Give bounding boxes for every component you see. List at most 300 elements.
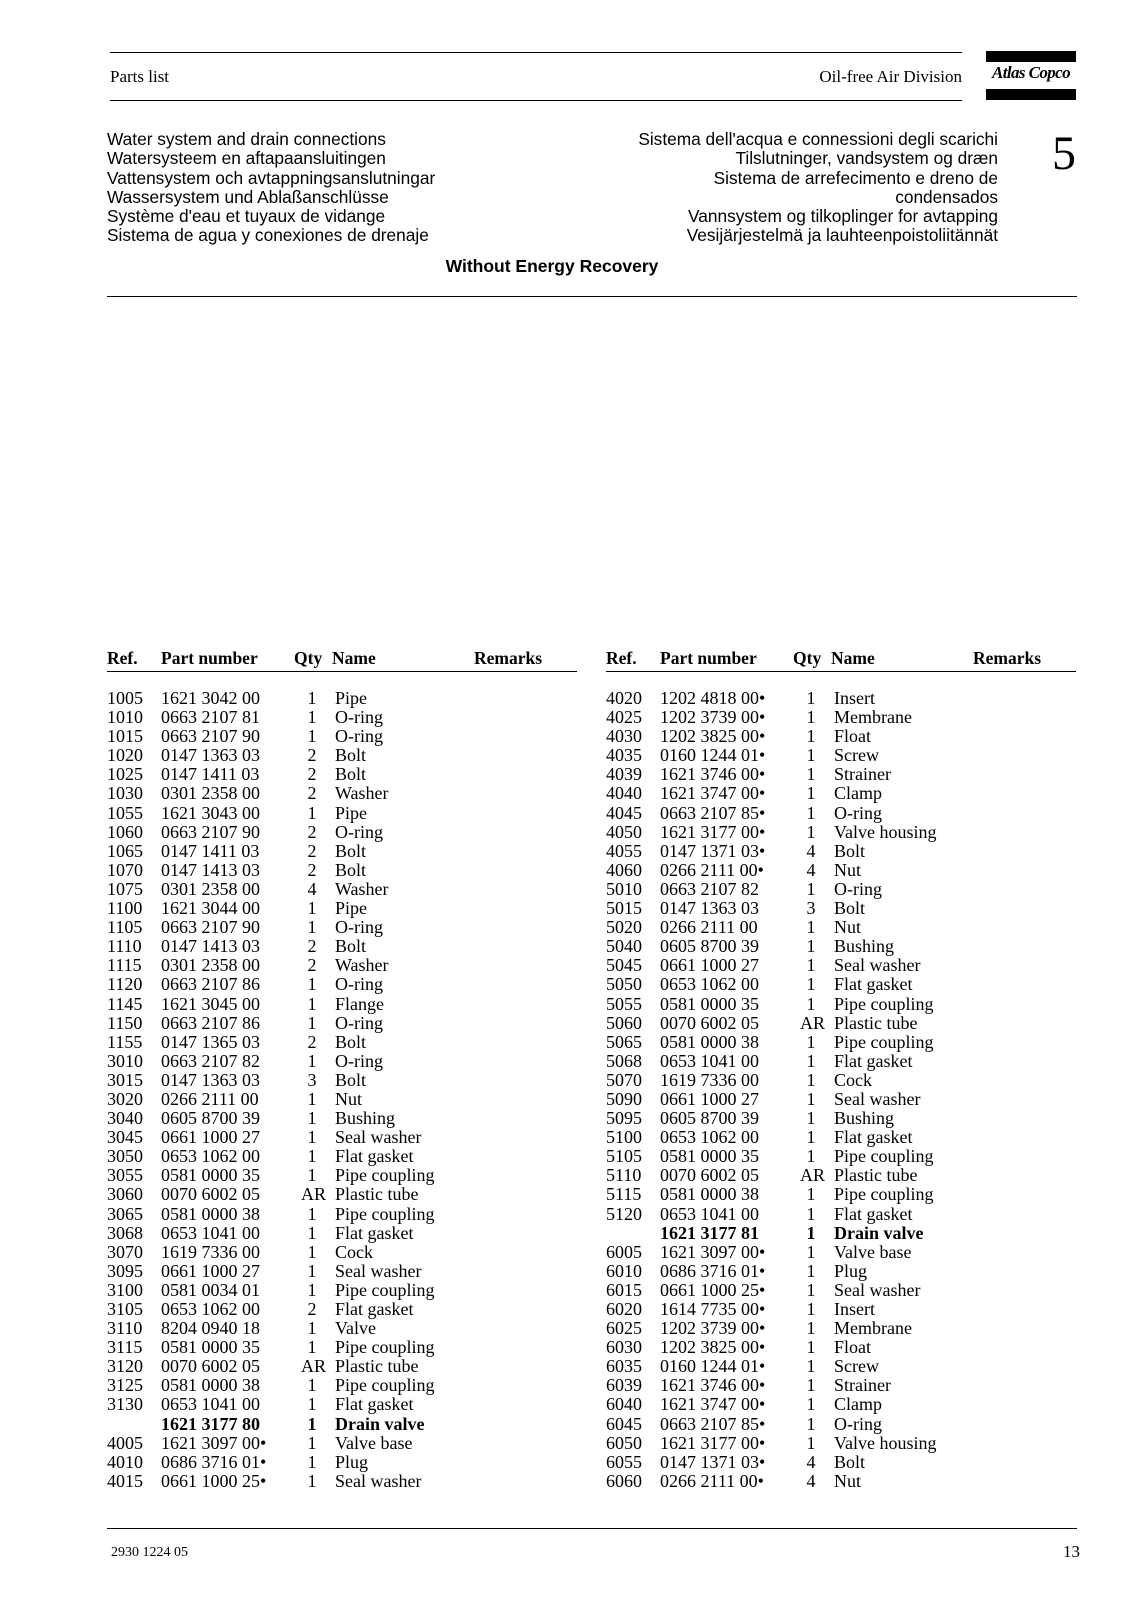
name-cell: Valve	[335, 1318, 376, 1339]
table-row	[107, 784, 577, 803]
table-row	[107, 861, 577, 880]
qty-cell: 1	[806, 1375, 816, 1396]
title-italian: Sistema dell'acqua e connessioni degli scarichi	[638, 129, 998, 149]
table-row	[606, 1376, 1076, 1395]
qty-cell: 1	[307, 1203, 317, 1224]
ref-cell: 3020	[107, 1088, 143, 1109]
qty-cell: 2	[307, 1031, 317, 1052]
qty-cell: 1	[307, 974, 317, 995]
table-row	[606, 1014, 1076, 1033]
name-cell: Float	[834, 726, 872, 747]
part-number-cell: 0301 2358 00	[161, 878, 260, 899]
table-rows	[606, 689, 1076, 1491]
part-number-cell: 0605 8700 39	[660, 936, 759, 957]
part-number-cell: 1621 3747 00•	[660, 783, 766, 804]
qty-cell: 1	[806, 783, 816, 804]
part-number-cell: 0266 2111 00	[161, 1088, 259, 1109]
table-row	[606, 765, 1076, 784]
ref-cell: 3060	[107, 1184, 143, 1205]
page-subtitle: Without Energy Recovery	[445, 256, 659, 276]
atlas-copco-logo	[986, 49, 1076, 100]
ref-cell: 1100	[107, 898, 143, 919]
table-row	[107, 937, 577, 956]
table-row	[107, 1052, 577, 1071]
name-cell: Valve base	[335, 1432, 413, 1453]
ref-cell: 5020	[606, 917, 642, 938]
name-cell: Seal washer	[335, 1260, 422, 1281]
title-french: Système d'eau et tuyaux de vidange	[107, 206, 386, 227]
ref-cell: 5095	[606, 1108, 642, 1129]
name-cell: Washer	[335, 955, 389, 976]
qty-cell: 1	[806, 821, 816, 842]
name-cell: Bolt	[834, 840, 866, 861]
name-cell: Seal washer	[335, 1470, 422, 1491]
table-row	[606, 1147, 1076, 1166]
name-cell: Float	[834, 1337, 872, 1358]
name-cell: Membrane	[834, 1318, 912, 1339]
name-cell: Flat gasket	[335, 1299, 414, 1319]
page-number: 13	[1063, 1542, 1080, 1561]
part-number-cell: 1621 3045 00	[161, 993, 260, 1014]
name-cell: Screw	[834, 1356, 879, 1377]
qty-cell: 1	[307, 1260, 317, 1281]
ref-cell: 5068	[606, 1050, 642, 1071]
name-cell: Bolt	[335, 859, 367, 880]
title-norwegian: Vannsystem og tilkoplinger for avtapping	[688, 206, 998, 227]
logo-top-bar	[986, 51, 1076, 62]
part-number-cell: 1202 3739 00•	[660, 1318, 766, 1339]
ref-cell: 1110	[107, 936, 142, 957]
qty-cell: 1	[307, 1432, 317, 1453]
ref-cell: 1115	[107, 955, 142, 976]
table-row	[107, 1300, 577, 1319]
ref-cell: 4050	[606, 821, 642, 842]
table-row	[606, 1281, 1076, 1300]
table-row	[107, 1185, 577, 1204]
ref-cell: 3065	[107, 1203, 143, 1224]
part-number-cell: 0663 2107 90	[161, 917, 260, 938]
qty-cell: 1	[806, 974, 816, 995]
table-header	[107, 648, 577, 670]
qty-cell: 2	[307, 764, 317, 785]
name-cell: Plastic tube	[335, 1356, 419, 1377]
part-number-cell: 0663 2107 90	[161, 726, 260, 747]
name-cell: Pipe coupling	[834, 1146, 934, 1167]
part-number-cell: 0653 1062 00	[161, 1146, 260, 1167]
col-remarks-header: Remarks	[973, 648, 1042, 668]
part-number-cell: 0070 6002 05	[161, 1356, 260, 1377]
title-dutch: Watersysteem en aftapaansluitingen	[107, 148, 386, 169]
table-row	[606, 1166, 1076, 1185]
table-row	[107, 804, 577, 823]
header-left-label: Parts list	[110, 67, 170, 86]
ref-cell: 5055	[606, 993, 642, 1014]
qty-cell: 3	[806, 898, 816, 919]
ref-cell: 4030	[606, 726, 642, 747]
table-row	[107, 727, 577, 746]
part-number-cell: 0653 1041 00	[161, 1394, 260, 1415]
name-cell: Seal washer	[834, 955, 921, 976]
name-cell: Bolt	[335, 764, 367, 785]
qty-cell: AR	[800, 1165, 826, 1186]
part-number-cell: 0147 1363 03	[161, 1069, 260, 1090]
part-number-cell: 1202 3825 00•	[660, 1337, 766, 1358]
ref-cell: 5060	[606, 1012, 642, 1033]
qty-cell: 1	[806, 1241, 816, 1262]
name-cell: O-ring	[335, 1012, 383, 1033]
part-number-cell: 0581 0000 35	[161, 1165, 260, 1186]
part-number-cell: 0661 1000 27	[161, 1127, 260, 1148]
header-right-label: Oil-free Air Division	[819, 67, 962, 86]
part-number-cell: 0160 1244 01•	[660, 1356, 766, 1377]
qty-cell: 1	[307, 802, 317, 823]
part-number-cell: 0147 1371 03•	[660, 1451, 766, 1472]
ref-cell: 1010	[107, 707, 143, 728]
ref-cell: 1015	[107, 726, 143, 747]
qty-cell: 1	[307, 1375, 317, 1396]
ref-cell: 4005	[107, 1432, 143, 1453]
name-cell: Bolt	[335, 936, 367, 957]
ref-cell: 5010	[606, 878, 642, 899]
name-cell: Drain valve	[335, 1413, 425, 1434]
name-cell: O-ring	[335, 917, 383, 938]
section-number: 5	[1052, 127, 1076, 180]
part-number-cell: 0301 2358 00	[161, 955, 260, 976]
qty-cell: AR	[301, 1184, 327, 1205]
name-cell: O-ring	[834, 1413, 882, 1434]
ref-cell: 1120	[107, 974, 143, 995]
table-header-rule	[606, 671, 1076, 672]
name-cell: O-ring	[834, 878, 882, 899]
ref-cell: 1005	[107, 688, 143, 708]
col-qty-header: Qty	[793, 648, 822, 668]
table-row	[606, 899, 1076, 918]
ref-cell: 3125	[107, 1375, 143, 1396]
part-number-cell: 0663 2107 81	[161, 707, 260, 728]
name-cell: Bolt	[834, 898, 866, 919]
part-number-cell: 0661 1000 25•	[161, 1470, 267, 1491]
table-row	[107, 1205, 577, 1224]
titles-right	[638, 130, 998, 246]
ref-cell: 6040	[606, 1394, 642, 1415]
name-cell: Seal washer	[834, 1279, 921, 1300]
part-number-cell: 0147 1413 03	[161, 936, 260, 957]
table-row	[107, 1224, 577, 1243]
name-cell: Flat gasket	[834, 1127, 913, 1148]
ref-cell: 4060	[606, 859, 642, 880]
qty-cell: 1	[806, 878, 816, 899]
qty-cell: 1	[806, 726, 816, 747]
parts-table-right	[606, 648, 1076, 1491]
ref-cell: 4025	[606, 707, 642, 728]
part-number-cell: 0160 1244 01•	[660, 745, 766, 766]
part-number-cell: 1621 3044 00	[161, 898, 260, 919]
ref-cell: 6055	[606, 1451, 642, 1472]
table-row	[107, 1395, 577, 1414]
col-part-number-header: Part number	[161, 648, 258, 668]
ref-cell: 3110	[107, 1318, 143, 1339]
qty-cell: 1	[307, 917, 317, 938]
qty-cell: 2	[307, 745, 317, 766]
col-name-header: Name	[831, 648, 875, 668]
name-cell: Cock	[335, 1241, 373, 1262]
name-cell: Flat gasket	[335, 1222, 414, 1243]
part-number-cell: 0581 0034 01	[161, 1279, 260, 1300]
table-row	[606, 1357, 1076, 1376]
table-row	[107, 918, 577, 937]
table-row	[606, 746, 1076, 765]
table-row	[107, 1128, 577, 1147]
table-row-assembly	[107, 1415, 577, 1434]
qty-cell: 1	[806, 1203, 816, 1224]
ref-cell: 1020	[107, 745, 143, 766]
part-number-cell: 0581 0000 38	[161, 1375, 260, 1396]
part-number-cell: 1621 3747 00•	[660, 1394, 766, 1415]
table-rows	[107, 689, 577, 1491]
header-top-rule	[110, 52, 962, 53]
part-number-cell: 0147 1411 03	[161, 764, 260, 785]
ref-cell: 3130	[107, 1394, 143, 1415]
table-row	[606, 918, 1076, 937]
table-row	[107, 1262, 577, 1281]
part-number-cell: 1621 3746 00•	[660, 1375, 766, 1396]
table-row	[606, 1185, 1076, 1204]
name-cell: Pipe coupling	[335, 1203, 435, 1224]
name-cell: Flat gasket	[834, 1203, 913, 1224]
name-cell: Pipe coupling	[335, 1337, 435, 1358]
name-cell: Pipe coupling	[834, 1031, 934, 1052]
name-cell: Pipe coupling	[834, 1184, 934, 1205]
ref-cell: 3115	[107, 1337, 143, 1358]
part-number-cell: 1621 3177 80	[161, 1413, 260, 1434]
ref-cell: 5040	[606, 936, 642, 957]
ref-cell: 5090	[606, 1088, 642, 1109]
part-number-cell: 0581 0000 35	[660, 993, 759, 1014]
ref-cell: 4055	[606, 840, 642, 861]
part-number-cell: 0653 1041 00	[161, 1222, 260, 1243]
name-cell: Pipe	[335, 688, 368, 708]
ref-cell: 4035	[606, 745, 642, 766]
qty-cell: 1	[806, 707, 816, 728]
table-row	[107, 1033, 577, 1052]
qty-cell: AR	[800, 1012, 826, 1033]
qty-cell: 1	[307, 1470, 317, 1491]
table-row	[107, 1090, 577, 1109]
qty-cell: 1	[307, 1127, 317, 1148]
ref-cell: 1030	[107, 783, 143, 804]
table-row	[606, 937, 1076, 956]
name-cell: O-ring	[335, 974, 383, 995]
qty-cell: 1	[806, 1127, 816, 1148]
part-number-cell: 0301 2358 00	[161, 783, 260, 804]
qty-cell: 1	[806, 1260, 816, 1281]
name-cell: O-ring	[335, 1050, 383, 1071]
name-cell: Flange	[335, 993, 384, 1014]
table-row	[107, 1014, 577, 1033]
name-cell: Seal washer	[335, 1127, 422, 1148]
name-cell: Pipe	[335, 802, 368, 823]
logo-bottom-bar	[986, 89, 1076, 100]
qty-cell: 1	[806, 993, 816, 1014]
title-german: Wassersystem und Ablaßanschlüsse	[107, 186, 389, 207]
table-row	[107, 1319, 577, 1338]
table-row	[606, 1128, 1076, 1147]
name-cell: Bolt	[335, 840, 367, 861]
part-number-cell: 0147 1363 03	[660, 898, 759, 919]
ref-cell: 1060	[107, 821, 143, 842]
qty-cell: 1	[307, 1146, 317, 1167]
part-number-cell: 0147 1411 03	[161, 840, 260, 861]
title-danish: Tilslutninger, vandsystem og dræn	[735, 148, 998, 169]
qty-cell: 1	[806, 745, 816, 766]
table-row	[606, 708, 1076, 727]
qty-cell: 1	[806, 1088, 816, 1109]
ref-cell: 6050	[606, 1432, 642, 1453]
col-qty-header: Qty	[294, 648, 323, 668]
table-row	[107, 1434, 577, 1453]
qty-cell: 3	[307, 1069, 317, 1090]
ref-cell: 1065	[107, 840, 143, 861]
ref-cell: 6005	[606, 1241, 642, 1262]
name-cell: Bolt	[834, 1451, 866, 1472]
part-number-cell: 1621 3043 00	[161, 802, 260, 823]
title-portuguese-line2: condensados	[895, 186, 998, 207]
qty-cell: 2	[307, 955, 317, 976]
name-cell: Strainer	[834, 764, 891, 785]
name-cell: Bushing	[834, 1108, 895, 1129]
ref-cell: 3045	[107, 1127, 143, 1148]
qty-cell: 1	[307, 1451, 317, 1472]
qty-cell: 1	[806, 1222, 816, 1243]
ref-cell: 3070	[107, 1241, 143, 1262]
qty-cell: 1	[806, 1108, 816, 1129]
qty-cell: 1	[307, 1222, 317, 1243]
name-cell: Seal washer	[834, 1088, 921, 1109]
ref-cell: 3068	[107, 1222, 143, 1243]
table-row	[107, 1376, 577, 1395]
qty-cell: 1	[806, 764, 816, 785]
qty-cell: 1	[806, 1356, 816, 1377]
part-number-cell: 0661 1000 25•	[660, 1279, 766, 1300]
part-number-cell: 1621 3177 81	[660, 1222, 759, 1243]
qty-cell: 1	[307, 1108, 317, 1129]
part-number-cell: 1619 7336 00	[660, 1069, 759, 1090]
qty-cell: 1	[806, 1069, 816, 1090]
parts-table-left	[107, 648, 577, 1491]
ref-cell: 1155	[107, 1031, 143, 1052]
name-cell: Clamp	[834, 783, 882, 804]
qty-cell: 1	[806, 1050, 816, 1071]
ref-cell: 4020	[606, 688, 642, 708]
part-number-cell: 0661 1000 27	[161, 1260, 260, 1281]
table-row	[606, 880, 1076, 899]
document-number: 2930 1224 05	[111, 1545, 188, 1560]
name-cell: Pipe coupling	[335, 1165, 435, 1186]
title-bottom-rule	[107, 296, 1077, 297]
name-cell: Flat gasket	[834, 1050, 913, 1071]
table-row	[107, 746, 577, 765]
qty-cell: 1	[307, 707, 317, 728]
name-cell: O-ring	[335, 821, 383, 842]
ref-cell: 4040	[606, 783, 642, 804]
qty-cell: 1	[806, 1279, 816, 1300]
table-row	[606, 1415, 1076, 1434]
qty-cell: 2	[307, 936, 317, 957]
part-number-cell: 1621 3042 00	[161, 688, 260, 708]
ref-cell: 3040	[107, 1108, 143, 1129]
ref-cell: 4010	[107, 1451, 143, 1472]
part-number-cell: 0581 0000 38	[660, 1031, 759, 1052]
ref-cell: 5110	[606, 1165, 642, 1186]
qty-cell: 1	[806, 917, 816, 938]
logo-text: Atlas Copco	[992, 63, 1070, 82]
qty-cell: 1	[307, 1241, 317, 1262]
part-number-cell: 0661 1000 27	[660, 955, 759, 976]
name-cell: Pipe coupling	[335, 1375, 435, 1396]
name-cell: Pipe	[335, 898, 368, 919]
qty-cell: 1	[307, 1337, 317, 1358]
ref-cell: 6039	[606, 1375, 642, 1396]
col-remarks-header: Remarks	[474, 648, 543, 668]
table-row	[107, 1147, 577, 1166]
part-number-cell: 0663 2107 90	[161, 821, 260, 842]
name-cell: Bolt	[335, 745, 367, 766]
qty-cell: 2	[307, 840, 317, 861]
name-cell: Valve base	[834, 1241, 912, 1262]
part-number-cell: 0070 6002 05	[161, 1184, 260, 1205]
table-row	[606, 1090, 1076, 1109]
part-number-cell: 8204 0940 18	[161, 1318, 260, 1339]
name-cell: Pipe coupling	[834, 993, 934, 1014]
part-number-cell: 0147 1363 03	[161, 745, 260, 766]
part-number-cell: 0581 0000 38	[660, 1184, 759, 1205]
table-row	[107, 1472, 577, 1491]
qty-cell: 1	[307, 1088, 317, 1109]
ref-cell: 3010	[107, 1050, 143, 1071]
ref-cell: 6030	[606, 1337, 642, 1358]
ref-cell: 5015	[606, 898, 642, 919]
table-row	[606, 1071, 1076, 1090]
table-row	[107, 995, 577, 1014]
table-header	[606, 648, 1076, 670]
ref-cell: 1150	[107, 1012, 143, 1033]
name-cell: Plug	[335, 1451, 369, 1472]
qty-cell: 1	[806, 688, 816, 708]
table-row	[606, 823, 1076, 842]
ref-cell: 6010	[606, 1260, 642, 1281]
table-row	[107, 1243, 577, 1262]
name-cell: Nut	[335, 1088, 362, 1109]
part-number-cell: 0147 1365 03	[161, 1031, 260, 1052]
table-row	[606, 1434, 1076, 1453]
part-number-cell: 0581 0000 38	[161, 1203, 260, 1224]
ref-cell: 4045	[606, 802, 642, 823]
table-row	[606, 1109, 1076, 1128]
col-ref-header: Ref.	[606, 648, 637, 668]
col-part-number-header: Part number	[660, 648, 757, 668]
table-row	[107, 899, 577, 918]
ref-cell: 5050	[606, 974, 642, 995]
qty-cell: 2	[307, 1299, 317, 1319]
table-row	[606, 1395, 1076, 1414]
titles-left	[107, 130, 435, 246]
name-cell: Plastic tube	[834, 1165, 918, 1186]
name-cell: Pipe coupling	[335, 1279, 435, 1300]
name-cell: Plastic tube	[834, 1012, 918, 1033]
name-cell: Plastic tube	[335, 1184, 419, 1205]
qty-cell: 1	[307, 1318, 317, 1339]
part-number-cell: 0581 0000 35	[161, 1337, 260, 1358]
